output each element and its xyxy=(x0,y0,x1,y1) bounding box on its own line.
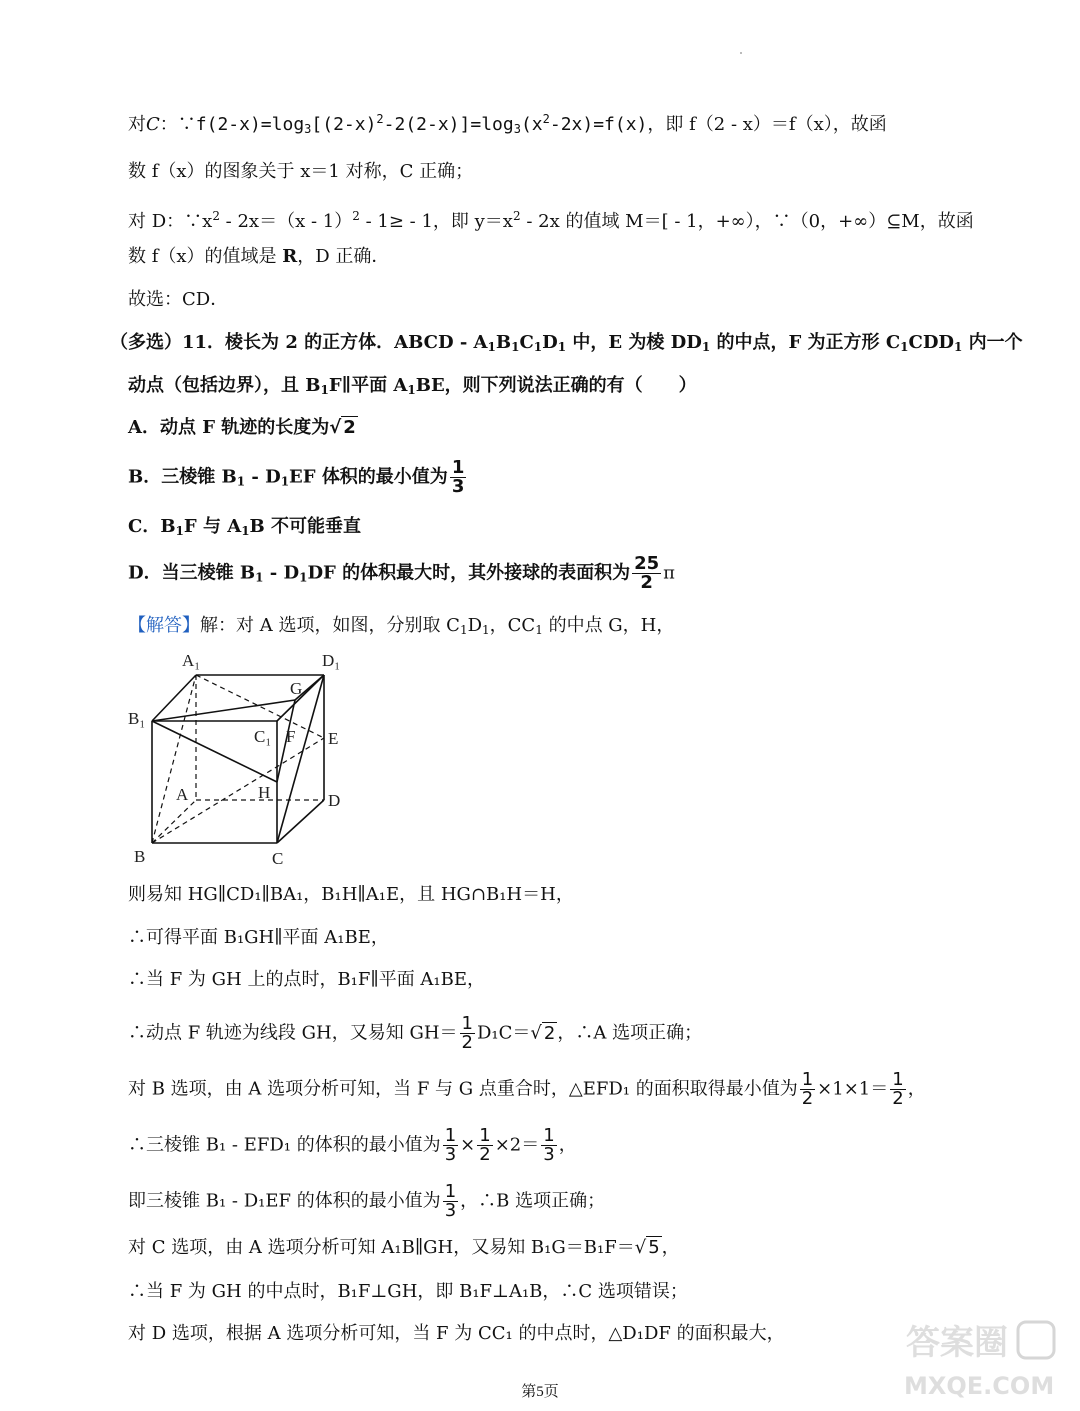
option-a xyxy=(128,416,358,440)
step-10: 对 D 选项，根据 A 选项分析可知，当 F 为 CC₁ 的中点时，△D₁DF 的面积最大， xyxy=(128,1323,785,1344)
question-11-line1 xyxy=(110,331,1023,359)
option-c xyxy=(128,515,361,543)
step-1: 则易知 HG∥CD₁∥BA₁，B₁H∥A₁E，且 HG∩B₁H＝H， xyxy=(128,884,574,905)
hidden-line-b-a1 xyxy=(152,675,196,843)
solution-c-line1 xyxy=(128,107,887,141)
line-b1-g xyxy=(152,700,295,721)
subscript: 1 xyxy=(236,474,246,489)
denominator: 3 xyxy=(543,1144,555,1165)
option-d xyxy=(128,555,675,592)
text: D₁C＝ xyxy=(476,1022,531,1044)
text: ：∵ xyxy=(159,114,196,135)
superscript: 2 xyxy=(352,209,360,223)
answer-intro xyxy=(128,614,674,642)
subscript: 1 xyxy=(320,383,329,397)
cube-diagram xyxy=(120,648,360,870)
choice-line: 故选：CD． xyxy=(128,289,229,310)
fraction xyxy=(800,1071,815,1108)
label-H: H xyxy=(258,783,271,802)
radicand: 2 xyxy=(543,1022,556,1044)
numerator: 25 xyxy=(634,553,660,574)
label-A: A xyxy=(176,785,189,804)
denominator: 2 xyxy=(892,1088,904,1109)
text: ， xyxy=(661,1237,680,1258)
fraction xyxy=(460,1015,475,1052)
subscript: 1 xyxy=(511,340,520,354)
text: 解：对 A 选项，如图，分别取 C xyxy=(200,615,460,636)
text: ， xyxy=(558,1134,577,1156)
text: - 2x＝（x - 1） xyxy=(219,211,353,232)
option-b xyxy=(128,459,468,496)
fraction xyxy=(890,1071,905,1108)
text: C．B xyxy=(128,516,176,537)
formula: f(2-x)=log xyxy=(195,114,305,135)
solution-c-line2: 数 f（x）的图象关于 x＝1 对称，C 正确； xyxy=(128,161,474,182)
line-d1-c xyxy=(277,675,324,843)
text: ∴动点 F 轨迹为线段 GH，又易知 GH＝ xyxy=(128,1022,458,1044)
real-set-symbol: R xyxy=(282,246,298,267)
sqrt: √ 2 xyxy=(329,417,356,438)
label-A1: A₁ xyxy=(182,651,201,670)
formula: -2x)=f(x) xyxy=(549,114,648,135)
text: ，即 f（2 - x）＝f（x），故函 xyxy=(647,114,887,135)
numerator: 1 xyxy=(543,1125,555,1146)
text: F 与 A xyxy=(183,516,242,537)
subscript: 1 xyxy=(280,474,290,489)
text: - 1≥ - 1，即 y＝x xyxy=(359,211,513,232)
label-D: D xyxy=(328,791,341,810)
fraction xyxy=(541,1127,556,1164)
formula: [(2-x) xyxy=(311,114,377,135)
text: 内一个 xyxy=(962,332,1023,353)
solution-d-line2 xyxy=(128,245,389,269)
numerator: 1 xyxy=(479,1125,491,1146)
text: 的中点 G，H， xyxy=(542,615,675,636)
step-5 xyxy=(128,1071,926,1108)
superscript: 2 xyxy=(512,209,521,223)
sqrt: √ 5 xyxy=(634,1237,660,1258)
text: （多选）11．棱长为 2 的正方体．ABCD - A xyxy=(110,332,488,353)
edge-b1-a1 xyxy=(152,675,196,721)
subscript: 1 xyxy=(487,340,496,354)
step-9: ∴当 F 为 GH 的中点时，B₁F⊥GH，即 B₁F⊥A₁B，∴C 选项错误； xyxy=(128,1281,688,1302)
sqrt: √ 2 xyxy=(530,1022,556,1044)
text: 动点（包括边界），且 B xyxy=(128,375,321,396)
step-6 xyxy=(128,1127,577,1164)
page-number: 第5页 xyxy=(521,1384,559,1400)
label-C: C xyxy=(272,849,284,868)
subscript: 1 xyxy=(557,340,567,354)
text: - D xyxy=(263,562,300,584)
fraction xyxy=(477,1127,492,1164)
text: ∴三棱锥 B₁ - EFD₁ 的体积的最小值为 xyxy=(128,1134,441,1156)
denominator: 2 xyxy=(632,573,661,592)
text: 中，E 为棱 DD xyxy=(566,332,702,353)
numerator: 1 xyxy=(801,1069,814,1090)
numerator: 1 xyxy=(444,1181,457,1202)
formula: (x xyxy=(520,114,543,135)
text: 对 C 选项，由 A 选项分析可知 A₁B∥GH，又易知 B₁G＝B₁F＝ xyxy=(128,1237,635,1258)
text: B．三棱锥 B xyxy=(128,466,237,488)
label-B: B xyxy=(134,847,146,866)
solution-d-line1 xyxy=(128,204,974,234)
denominator: 2 xyxy=(801,1088,814,1109)
var-c: C xyxy=(146,114,160,135)
text: EF 体积的最小值为 xyxy=(289,466,448,488)
denominator: 2 xyxy=(461,1032,473,1053)
text: ，D 正确． xyxy=(297,246,390,267)
watermark-seal xyxy=(1018,1322,1054,1358)
text: ，∴A 选项正确； xyxy=(557,1022,703,1044)
text: 即三棱锥 B₁ - D₁EF 的体积的最小值为 xyxy=(128,1190,441,1212)
subscript: 1 xyxy=(701,340,711,354)
label-C1: C₁ xyxy=(254,727,272,746)
text: BE，则下列说法正确的有（ ） xyxy=(415,375,697,396)
superscript: 2 xyxy=(376,112,384,126)
radicand: 2 xyxy=(343,417,356,438)
subscript: 1 xyxy=(535,623,543,637)
subscript: 3 xyxy=(513,122,521,136)
subscript: 1 xyxy=(900,340,909,354)
pi-symbol: π xyxy=(663,562,675,584)
numerator: 1 xyxy=(461,1013,473,1034)
scan-dot xyxy=(740,52,742,54)
label-E: E xyxy=(328,729,339,748)
text: B 不可能垂直 xyxy=(249,516,362,537)
text: - 2x 的值域 M＝[ - 1，+∞），∵（0，+∞）⊆M，故函 xyxy=(520,211,974,232)
text: 对 D：∵x xyxy=(128,211,213,232)
subscript: 1 xyxy=(407,383,416,397)
text: × xyxy=(460,1134,476,1156)
label-D1: D₁ xyxy=(322,651,341,670)
text: B xyxy=(495,332,512,353)
step-2: ∴可得平面 B₁GH∥平面 A₁BE， xyxy=(128,927,389,948)
subscript: 1 xyxy=(175,524,184,538)
text: 的中点，F 为正方形 C xyxy=(710,332,901,353)
text: 对 B 选项，由 A 选项分析可知，当 F 与 G 点重合时，△EFD₁ 的面积取得最小值为 xyxy=(128,1078,798,1100)
watermark-top-text: 答案圈 xyxy=(906,1323,1008,1363)
numerator: 1 xyxy=(451,457,465,478)
subscript: 1 xyxy=(299,570,308,585)
text: DF 的体积最大时，其外接球的表面积为 xyxy=(307,562,631,584)
numerator: 1 xyxy=(892,1069,904,1090)
step-7 xyxy=(128,1183,605,1220)
subscript: 1 xyxy=(459,623,468,637)
subscript: 1 xyxy=(533,340,543,354)
text: D xyxy=(542,332,558,353)
subscript: 1 xyxy=(482,623,490,637)
label-B1: B₁ xyxy=(128,709,146,728)
denominator: 3 xyxy=(444,1200,457,1221)
text: ， xyxy=(907,1078,926,1100)
fraction xyxy=(443,1127,458,1164)
subscript: 1 xyxy=(954,340,963,354)
text: D．当三棱锥 B xyxy=(128,562,256,584)
denominator: 2 xyxy=(479,1144,491,1165)
subscript: 1 xyxy=(255,570,264,585)
text: 数 f（x）的值域是 xyxy=(128,246,283,267)
fraction xyxy=(443,1183,458,1220)
text: - D xyxy=(245,466,281,488)
fraction xyxy=(450,459,467,496)
text: ×2＝ xyxy=(494,1134,540,1156)
formula: -2(2-x)]=log xyxy=(383,114,514,135)
hidden-edge-b-a xyxy=(152,800,196,843)
radicand: 5 xyxy=(648,1237,660,1258)
label-F: F xyxy=(286,727,296,746)
text: A．动点 F 轨迹的长度为 xyxy=(128,417,330,438)
text: F∥平面 A xyxy=(328,375,408,396)
denominator: 3 xyxy=(451,476,465,497)
text: ，∴B 选项正确； xyxy=(460,1190,606,1212)
text: ，CC xyxy=(489,615,536,636)
text: ×1×1＝ xyxy=(817,1078,889,1100)
denominator: 3 xyxy=(444,1144,457,1165)
text: 对 xyxy=(128,114,146,135)
answer-tag: 【解答】 xyxy=(128,615,200,636)
step-8 xyxy=(128,1236,680,1260)
subscript: 3 xyxy=(304,122,312,136)
label-G: G xyxy=(290,679,303,698)
watermark-bottom-text: MXQE.COM xyxy=(904,1372,1055,1400)
text: CDD xyxy=(908,332,955,353)
superscript: 2 xyxy=(542,112,550,126)
text: D xyxy=(467,615,483,636)
step-4 xyxy=(128,1015,702,1052)
fraction xyxy=(632,555,661,592)
step-3: ∴当 F 为 GH 上的点时，B₁F∥平面 A₁BE， xyxy=(128,969,486,990)
superscript: 2 xyxy=(212,209,220,223)
text: C xyxy=(519,332,534,353)
edge-c-d xyxy=(277,800,324,843)
question-11-line2 xyxy=(128,374,697,402)
numerator: 1 xyxy=(444,1125,457,1146)
subscript: 1 xyxy=(241,524,250,538)
